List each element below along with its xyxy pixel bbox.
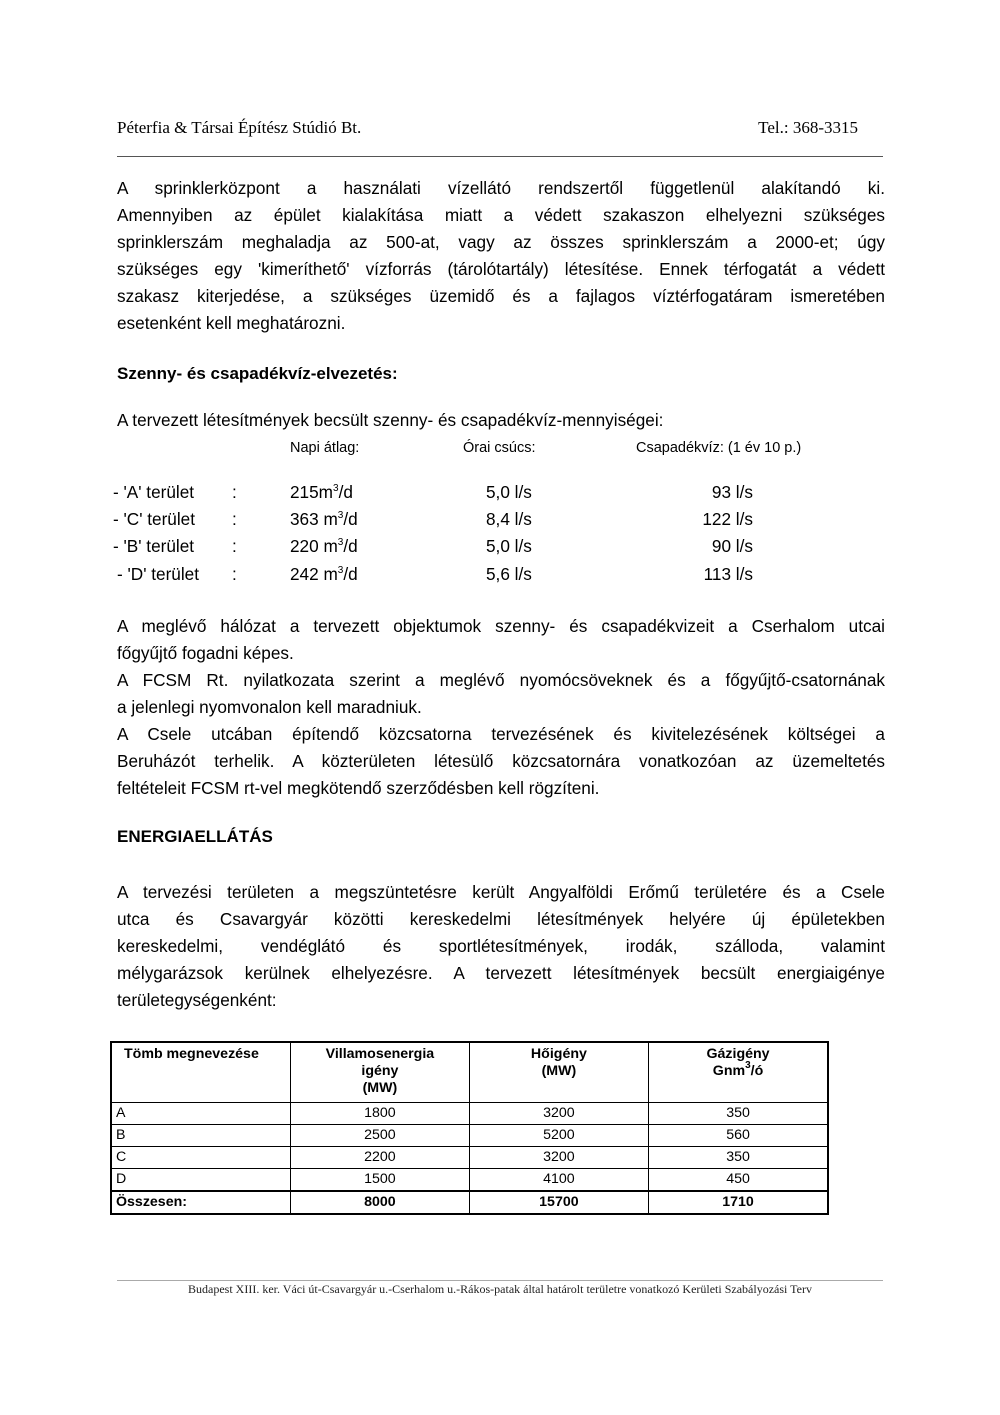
rainwater-value: 113 l/s	[703, 564, 753, 584]
gas-cell: 1710	[649, 1191, 828, 1214]
heat-cell: 3200	[469, 1147, 648, 1169]
network-paragraph	[117, 613, 885, 802]
gas-cell: 560	[649, 1125, 828, 1147]
text-line: A FCSM Rt. nyilatkozata szerint a meglévő nyomócsöveknek és a főgyűjtő-csatornának	[117, 670, 885, 690]
text-line: mélygarázsok kerülnek elhelyezésre. A tervezett létesítmények becsült energiaigénye	[117, 963, 885, 983]
table-row	[111, 1147, 828, 1169]
table-row	[111, 1125, 828, 1147]
electric-cell: 2200	[291, 1147, 470, 1169]
table-header-row	[111, 1042, 828, 1103]
text-line: Beruházót terhelik. A közterületen létesülő közcsatornára vonatkozóan az üzemeltetés	[117, 751, 885, 771]
text-line: utca és Csavargyár közötti kereskedelmi létesítmények helyére új épületekben	[117, 909, 885, 929]
gas-cell: 350	[649, 1103, 828, 1125]
electric-cell: 8000	[291, 1191, 470, 1214]
gas-cell: 450	[649, 1169, 828, 1192]
hourly-peak-value: 5,0 l/s	[486, 536, 532, 556]
heat-cell: 5200	[469, 1125, 648, 1147]
separator: :	[232, 509, 237, 529]
phone-number: Tel.: 368-3315	[758, 118, 858, 137]
text-line: szükséges egy 'kimeríthető' vízforrás (tárolótartály) létesítése. Ennek térfogatát a védett	[117, 259, 885, 279]
hourly-peak-value: 8,4 l/s	[486, 509, 532, 529]
text-line: Amennyiben az épület kialakítása miatt a védett szakaszon elhelyezni szükséges	[117, 205, 885, 225]
text-line: kereskedelmi, vendéglátó és sportlétesítmények, irodák, szálloda, valamint	[117, 936, 885, 956]
electric-cell: 1500	[291, 1169, 470, 1192]
rainwater-value: 122 l/s	[702, 509, 753, 529]
block-name-cell: C	[111, 1147, 291, 1169]
area-label: - 'D' terület	[117, 564, 200, 584]
page-footer: Budapest XIII. ker. Váci út-Csavargyár u.-Cserhalom u.-Rákos-patak által határolt területre vonatkozó Kerületi Szabályozási Terv	[188, 1282, 812, 1296]
header-divider	[117, 156, 883, 157]
heat-cell: 15700	[469, 1191, 648, 1214]
wastewater-heading: Szenny- és csapadékvíz-elvezetés:	[117, 364, 398, 383]
column-daily-average: Napi átlag:	[290, 440, 360, 456]
hourly-peak-value: 5,6 l/s	[486, 564, 532, 584]
header-gas-demand: Gázigény Gnm$^3$/ó	[649, 1042, 828, 1103]
header-block-name: Tömb megnevezése	[111, 1042, 291, 1103]
text-line: A meglévő hálózat a tervezett objektumok szenny- és csapadékvizeit a Cserhalom utcai	[117, 616, 885, 636]
gas-cell: 350	[649, 1147, 828, 1169]
header-electric-demand: Villamosenergia igény (MW)	[291, 1042, 470, 1103]
heat-cell: 4100	[469, 1169, 648, 1192]
daily-average-value: 220 $m^3/d$	[290, 536, 358, 556]
text-line: területegységenként:	[117, 990, 277, 1010]
block-name-cell: D	[111, 1169, 291, 1192]
text-line: esetenként kell meghatározni.	[117, 313, 346, 333]
company-name: Péterfia & Társai Építész Stúdió Bt.	[117, 118, 362, 137]
block-name-cell: B	[111, 1125, 291, 1147]
text-line: sprinklerszám meghaladja az 500-at, vagy az összes sprinklerszám a 2000-et; úgy	[117, 232, 885, 252]
text-line: főgyűjtő fogadni képes.	[117, 643, 294, 663]
electric-cell: 1800	[291, 1103, 470, 1125]
text-line: szakasz kiterjedése, a szükséges üzemidő és a fajlagos víztérfogatáram ismeretében	[117, 286, 885, 306]
separator: :	[232, 564, 237, 584]
column-hourly-peak: Órai csúcs:	[463, 440, 536, 456]
rainwater-value: 90 l/s	[711, 536, 753, 556]
daily-average-value: $215m^3/d$	[290, 482, 353, 502]
energy-demand-table	[110, 1041, 829, 1215]
energy-paragraph	[117, 879, 885, 1014]
block-name-cell: A	[111, 1103, 291, 1125]
text-line: A sprinklerközpont a használati vízellátó rendszertől függetlenül alakítandó ki.	[117, 178, 885, 198]
header-heat-demand: Hőigény (MW)	[469, 1042, 648, 1103]
table-row	[111, 1169, 828, 1192]
text-line: feltételeit FCSM rt-vel megkötendő szerződésben kell rögzíteni.	[117, 778, 600, 798]
text-line: A tervezési területen a megszüntetésre került Angyalföldi Erőmű területére és a Csele	[117, 882, 885, 902]
text-line: a jelenlegi nyomvonalon kell maradniuk.	[117, 697, 422, 717]
table-row	[111, 1103, 828, 1125]
table-total-row	[111, 1191, 828, 1214]
text-line: A Csele utcában építendő közcsatorna tervezésének és kivitelezésének költségei a	[117, 724, 885, 744]
wastewater-intro: A tervezett létesítmények becsült szenny- és csapadékvíz-mennyiségei:	[117, 410, 664, 430]
area-label: - 'B' terület	[113, 536, 195, 556]
heat-cell: 3200	[469, 1103, 648, 1125]
rainwater-value: 93 l/s	[711, 482, 753, 502]
separator: :	[232, 536, 237, 556]
daily-average-value: 242 $m^3/d$	[290, 564, 358, 584]
area-label: - 'C' terület	[113, 509, 196, 529]
area-label: - 'A' terület	[113, 482, 195, 502]
sprinkler-paragraph	[117, 175, 885, 337]
electric-cell: 2500	[291, 1125, 470, 1147]
block-name-cell: Összesen:	[111, 1191, 291, 1214]
column-rainwater: Csapadékvíz: (1 év 10 p.)	[636, 440, 802, 456]
hourly-peak-value: 5,0 l/s	[486, 482, 532, 502]
energy-heading: ENERGIAELLÁTÁS	[117, 827, 273, 846]
daily-average-value: 363 $m^3/d$	[290, 509, 358, 529]
separator: :	[232, 482, 237, 502]
footer-divider	[117, 1280, 883, 1281]
